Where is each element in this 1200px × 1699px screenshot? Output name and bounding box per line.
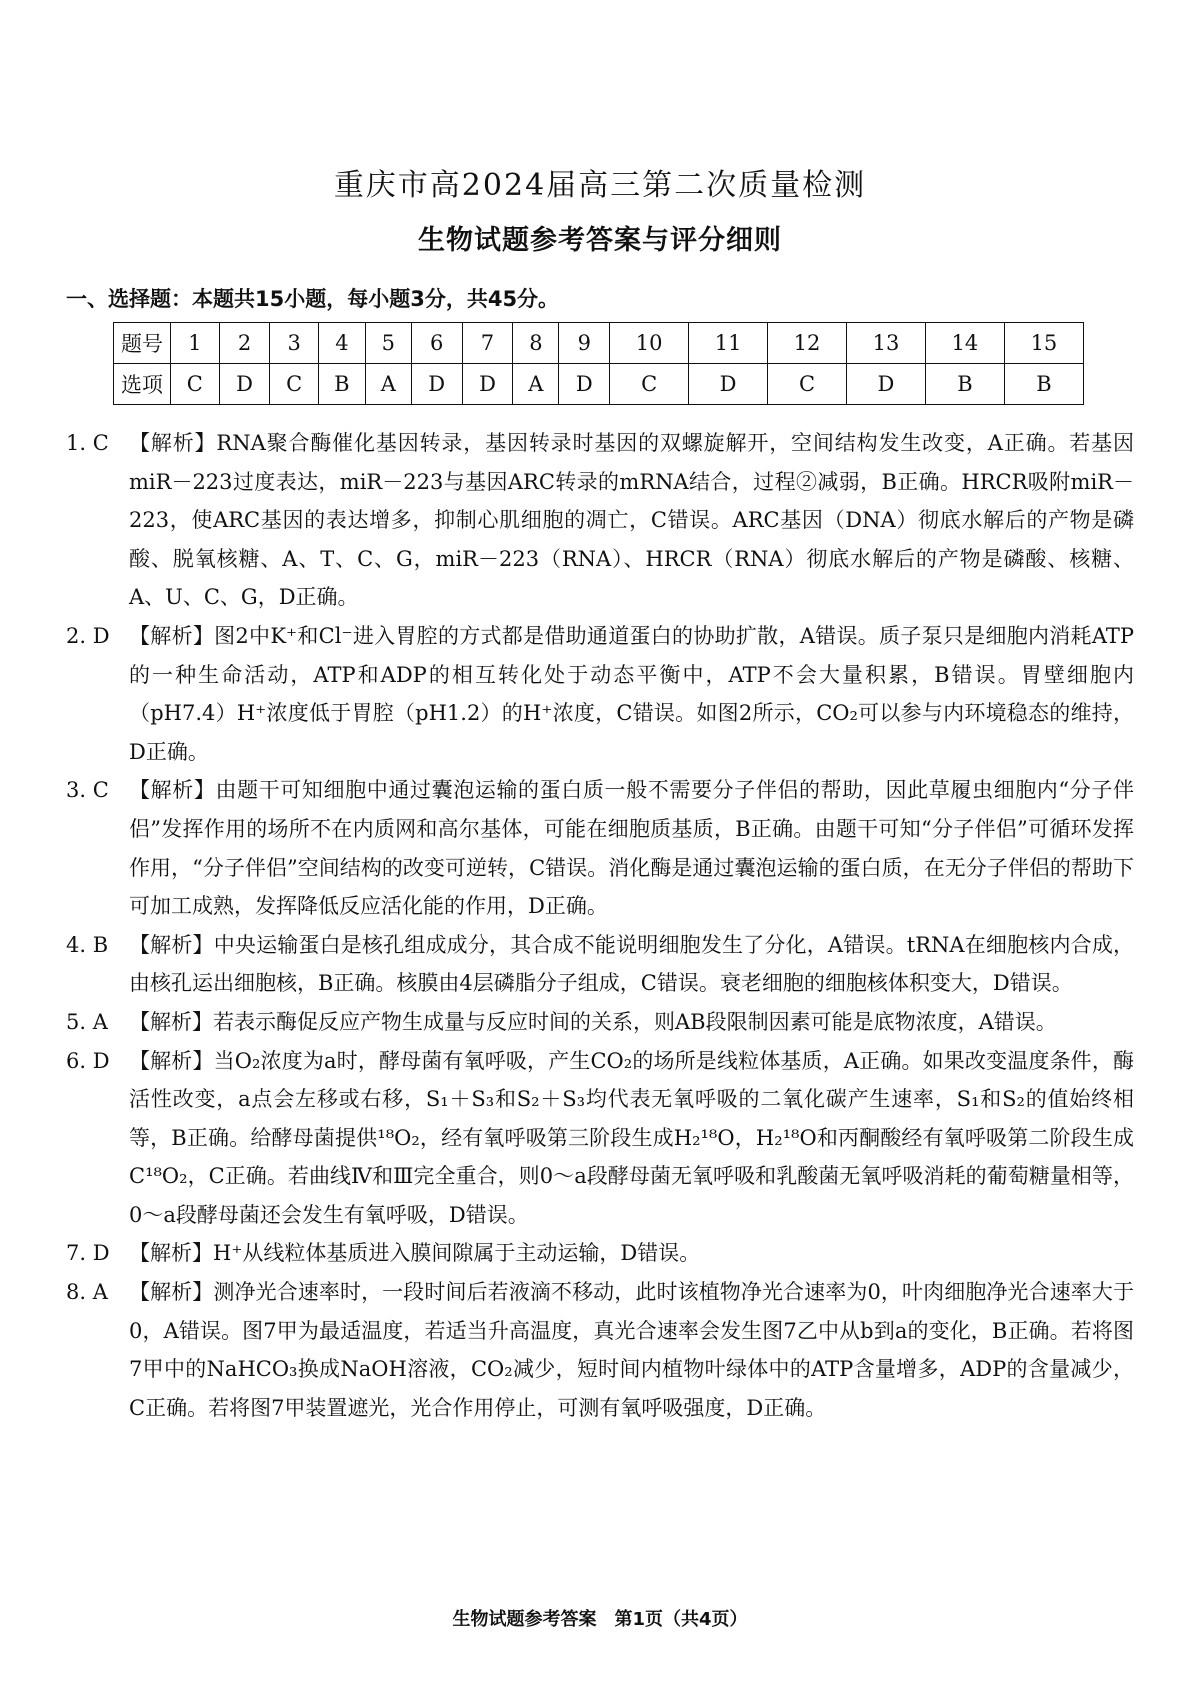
explanation-item xyxy=(66,926,1134,1003)
explanation-text: 【解析】由题干可知细胞中通过囊泡运输的蛋白质一般不需要分子伴侣的帮助，因此草履虫细胞内“分子伴侣”发挥作用的场所不在内质网和高尔基体，可能在细胞质基质，B正确。由题干可知“分子伴侣”可循环发挥作用，“分子伴侣”空间结构的改变可逆转，C错误。消化酶是通过囊泡运输的蛋白质，在无分子伴侣的帮助下可加工成熟，发挥降低反应活化能的作用，D正确。 xyxy=(129,778,1134,919)
answer-cell: B xyxy=(1004,364,1083,405)
row-label-number: 题号 xyxy=(114,323,171,364)
question-number-cell: 9 xyxy=(559,323,610,364)
explanation-list xyxy=(66,424,1134,1427)
answer-table-row-numbers xyxy=(114,323,1084,364)
explanation-item xyxy=(66,1042,1134,1235)
question-label: 6. D xyxy=(66,1048,110,1073)
question-number-cell: 12 xyxy=(768,323,847,364)
section-heading: 一、选择题：本题共15小题，每小题3分，共45分。 xyxy=(66,287,560,311)
question-number-cell: 8 xyxy=(513,323,559,364)
answer-cell: C xyxy=(610,364,689,405)
explanation-text: 【解析】若表示酶促反应产物生成量与反应时间的关系，则AB段限制因素可能是底物浓度，A错误。 xyxy=(129,1009,1057,1034)
answer-cell: D xyxy=(411,364,462,405)
answer-cell: D xyxy=(689,364,768,405)
question-number-cell: 15 xyxy=(1004,323,1083,364)
explanation-item xyxy=(66,424,1134,617)
explanation-item xyxy=(66,771,1134,925)
question-number-cell: 5 xyxy=(365,323,411,364)
question-number-cell: 7 xyxy=(462,323,513,364)
answer-cell: C xyxy=(768,364,847,405)
explanation-text: 【解析】RNA聚合酶催化基因转录，基因转录时基因的双螺旋解开，空间结构发生改变，A正确。若基因miR－223过度表达，miR－223与基因ARC转录的mRNA结合，过程②减弱，B正确。HRCR吸附miR－223，使ARC基因的表达增多，抑制心肌细胞的凋亡，C错误。ARC基因（DNA）彻底水解后的产物是磷酸、脱氧核糖、A、T、C、G，miR－223（RNA）、HRCR（RNA）彻底水解后的产物是磷酸、核糖、A、U、C、G，D正确。 xyxy=(129,431,1134,610)
question-number-cell: 6 xyxy=(411,323,462,364)
explanation-text: 【解析】当O₂浓度为a时，酵母菌有氧呼吸，产生CO₂的场所是线粒体基质，A正确。如果改变温度条件，酶活性改变，a点会左移或右移，S₁＋S₃和S₂＋S₃均代表无氧呼吸的二氧化碳产生速率，S₁和S₂的值始终相等，B正确。给酵母菌提供¹⁸O₂，经有氧呼吸第三阶段生成H₂¹⁸O，H₂¹⁸O和丙酮酸经有氧呼吸第二阶段生成C¹⁸O₂，C正确。若曲线Ⅳ和Ⅲ完全重合，则0～a段酵母菌无氧呼吸和乳酸菌无氧呼吸消耗的葡萄糖量相等，0～a段酵母菌还会发生有氧呼吸，D错误。 xyxy=(129,1048,1134,1227)
answer-cell: D xyxy=(847,364,926,405)
question-label: 3. C xyxy=(66,778,109,803)
answer-table-row-answers xyxy=(114,364,1084,405)
question-number-cell: 3 xyxy=(270,323,319,364)
question-label: 8. A xyxy=(66,1280,108,1305)
page-title: 重庆市高2024届高三第二次质量检测 xyxy=(333,168,867,203)
explanation-item xyxy=(66,1273,1134,1427)
answer-cell: D xyxy=(462,364,513,405)
question-label: 1. C xyxy=(66,431,109,455)
answer-cell: A xyxy=(365,364,411,405)
answer-cell: D xyxy=(219,364,270,405)
answer-cell: A xyxy=(513,364,559,405)
explanation-text: 【解析】图2中K⁺和Cl⁻进入胃腔的方式都是借助通道蛋白的协助扩散，A错误。质子泵只是细胞内消耗ATP的一种生命活动，ATP和ADP的相互转化处于动态平衡中，ATP不会大量积累，B错误。胃壁细胞内（pH7.4）H⁺浓度低于胃腔（pH1.2）的H⁺浓度，C错误。如图2所示，CO₂可以参与内环境稳态的维持，D正确。 xyxy=(129,623,1134,764)
answer-table xyxy=(113,322,1084,405)
question-label: 4. B xyxy=(66,932,109,957)
question-number-cell: 4 xyxy=(319,323,366,364)
question-label: 2. D xyxy=(66,623,110,648)
answer-cell: B xyxy=(925,364,1004,405)
page-footer: 生物试题参考答案 第1页（共4页） xyxy=(452,1609,748,1630)
answer-cell: C xyxy=(270,364,319,405)
answer-cell: C xyxy=(171,364,220,405)
explanation-item xyxy=(66,1234,1134,1273)
question-number-cell: 11 xyxy=(689,323,768,364)
question-number-cell: 1 xyxy=(171,323,220,364)
explanation-item xyxy=(66,1003,1134,1042)
row-label-answer: 选项 xyxy=(114,364,171,405)
page-subtitle: 生物试题参考答案与评分细则 xyxy=(418,225,782,256)
explanation-text: 【解析】H⁺从线粒体基质进入膜间隙属于主动运输，D错误。 xyxy=(129,1241,701,1266)
question-number-cell: 13 xyxy=(847,323,926,364)
question-label: 5. A xyxy=(66,1009,108,1034)
question-number-cell: 10 xyxy=(610,323,689,364)
explanation-item xyxy=(66,617,1134,771)
question-label: 7. D xyxy=(66,1241,110,1266)
explanation-text: 【解析】测净光合速率时，一段时间后若液滴不移动，此时该植物净光合速率为0，叶肉细胞净光合速率大于0，A错误。图7甲为最适温度，若适当升高温度，真光合速率会发生图7乙中从b到a的变化，B正确。若将图7甲中的NaHCO₃换成NaOH溶液，CO₂减少，短时间内植物叶绿体中的ATP含量增多，ADP的含量减少，C正确。若将图7甲装置遮光，光合作用停止，可测有氧呼吸强度，D正确。 xyxy=(129,1280,1134,1420)
question-number-cell: 2 xyxy=(219,323,270,364)
explanation-text: 【解析】中央运输蛋白是核孔组成成分，其合成不能说明细胞发生了分化，A错误。tRNA在细胞核内合成，由核孔运出细胞核，B正确。核膜由4层磷脂分子组成，C错误。衰老细胞的细胞核体积变大，D错误。 xyxy=(129,932,1134,996)
question-number-cell: 14 xyxy=(925,323,1004,364)
answer-cell: D xyxy=(559,364,610,405)
answer-cell: B xyxy=(319,364,366,405)
